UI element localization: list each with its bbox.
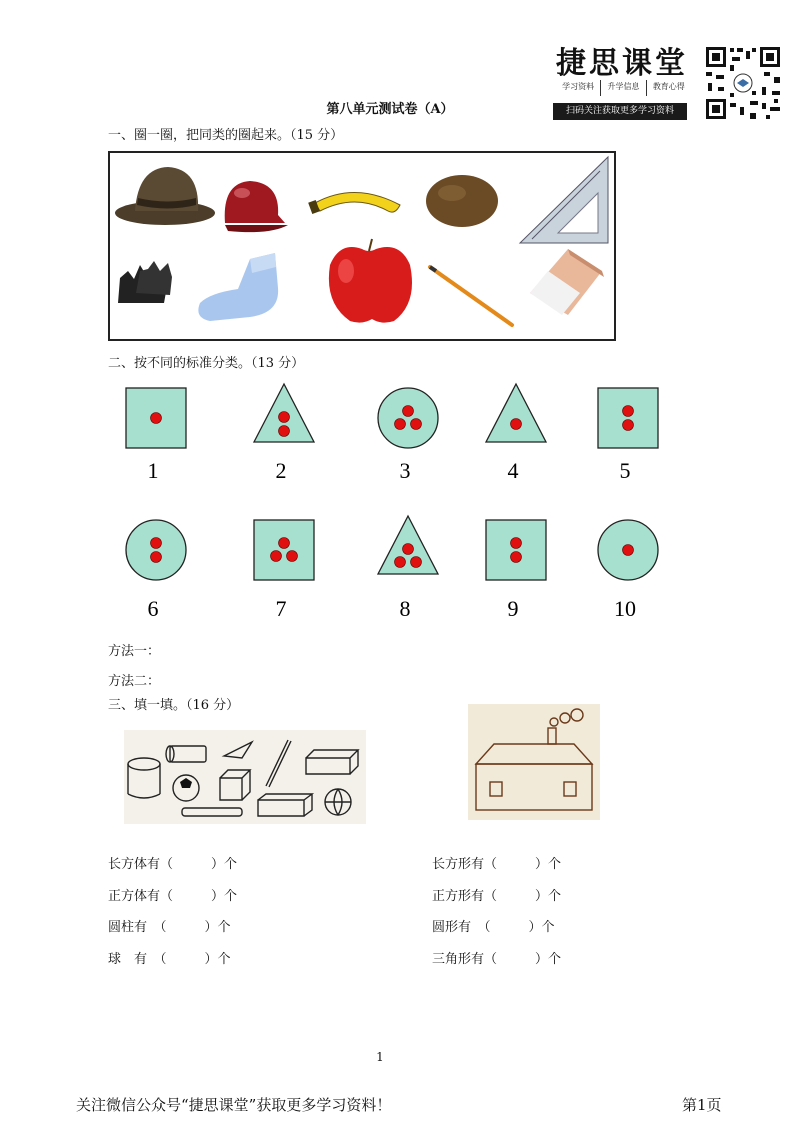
house-figure: [468, 704, 600, 820]
fill-unit: ）个: [204, 920, 231, 935]
solids-figure: [124, 730, 366, 824]
fill-row: [432, 916, 555, 935]
section2-heading: 二、按不同的标准分类。（13 分）: [108, 356, 305, 371]
brand-tag: 教育心得: [646, 80, 691, 96]
document-title: 第八单元测试卷（A）: [326, 102, 454, 117]
apple-icon[interactable]: [329, 239, 412, 323]
brand-banner: 扫码关注获取更多学习资料: [553, 103, 687, 120]
set-square-icon[interactable]: [520, 157, 608, 243]
method-two-label: 方法二：: [108, 674, 161, 689]
square-shape: [254, 520, 314, 580]
section1-heading: 一、圈一圈，把同类的圈起来。（15 分）: [108, 128, 344, 143]
page-number: 1: [376, 1050, 384, 1064]
square-shape: [598, 388, 658, 448]
fill-row: [108, 948, 231, 967]
hat-icon[interactable]: [115, 167, 215, 225]
red-dot: [271, 551, 282, 562]
square-shape: [486, 520, 546, 580]
red-dot: [279, 412, 290, 423]
shape-number-label: 6: [147, 596, 159, 621]
sock-icon[interactable]: [198, 253, 278, 321]
section3-heading: 三、填一填。（16 分）: [108, 698, 240, 713]
brand-title: 捷思课堂: [556, 46, 688, 81]
triangle-shape: [378, 516, 438, 574]
fill-unit: ）个: [211, 889, 238, 904]
circle-shape: [126, 520, 186, 580]
fill-row: [432, 948, 561, 967]
brand-tag: 学习资料: [562, 82, 595, 91]
red-dot: [623, 545, 634, 556]
fill-unit: ）个: [535, 889, 562, 904]
red-dot: [411, 419, 422, 430]
fill-label: 正方体有（: [108, 889, 174, 904]
pencil-icon[interactable]: [430, 267, 512, 325]
shape-number-label: 9: [507, 596, 519, 621]
red-dot: [623, 406, 634, 417]
triangle-shape: [254, 384, 314, 442]
method-one-label: 方法一：: [108, 644, 161, 659]
fill-row: [108, 916, 231, 935]
red-dot: [287, 551, 298, 562]
red-dot: [403, 406, 414, 417]
red-dot: [403, 544, 414, 555]
footer-promo: 关注微信公众号“捷思课堂”获取更多学习资料！: [76, 1096, 392, 1114]
red-dot: [151, 538, 162, 549]
circle-shape: [378, 388, 438, 448]
red-dot: [511, 538, 522, 549]
red-dot: [151, 413, 162, 424]
shape-number-label: 7: [275, 596, 287, 621]
kiwi-icon[interactable]: [426, 175, 498, 227]
shape-number-label: 4: [507, 458, 519, 483]
shapes-figure: [0, 370, 800, 630]
red-dot: [151, 552, 162, 563]
shape-number-label: 5: [619, 458, 631, 483]
fill-label: 三角形有（: [432, 952, 498, 967]
triangle-shape: [486, 384, 546, 442]
fill-row: [432, 885, 561, 904]
circle-shape: [598, 520, 658, 580]
shape-number-label: 3: [399, 458, 411, 483]
shape-number-label: 1: [147, 458, 159, 483]
fill-row: [108, 885, 237, 904]
shape-number-label: 2: [275, 458, 287, 483]
red-dot: [395, 419, 406, 430]
shape-number-label: 8: [399, 596, 411, 621]
fill-unit: ）个: [204, 952, 231, 967]
fill-label: 长方形有（: [432, 857, 498, 872]
red-dot: [511, 552, 522, 563]
fill-label: 圆形有 （: [432, 920, 491, 935]
qr-code-icon[interactable]: [704, 45, 782, 121]
red-dot: [279, 538, 290, 549]
fill-row: [108, 853, 237, 872]
red-dot: [279, 426, 290, 437]
red-dot: [623, 420, 634, 431]
section1-picture-box: [108, 151, 616, 341]
red-dot: [395, 557, 406, 568]
fill-label: 长方体有（: [108, 857, 174, 872]
banana-icon[interactable]: [308, 192, 400, 214]
eraser-icon[interactable]: [530, 249, 604, 315]
red-dot: [411, 557, 422, 568]
brand-tag: 升学信息: [600, 80, 645, 96]
fill-label: 圆柱有 （: [108, 920, 167, 935]
fill-unit: ）个: [535, 857, 562, 872]
fill-row: [432, 853, 561, 872]
red-dot: [511, 419, 522, 430]
fill-unit: ）个: [528, 920, 555, 935]
gloves-icon[interactable]: [118, 261, 172, 303]
footer-page: 第1页: [682, 1096, 722, 1114]
helmet-icon[interactable]: [225, 181, 288, 232]
brand-tags: [556, 80, 691, 96]
fill-unit: ）个: [211, 857, 238, 872]
fill-label: 球 有 （: [108, 952, 167, 967]
fill-unit: ）个: [535, 952, 562, 967]
fill-label: 正方形有（: [432, 889, 498, 904]
shape-number-label: 10: [614, 596, 636, 621]
square-shape: [126, 388, 186, 448]
